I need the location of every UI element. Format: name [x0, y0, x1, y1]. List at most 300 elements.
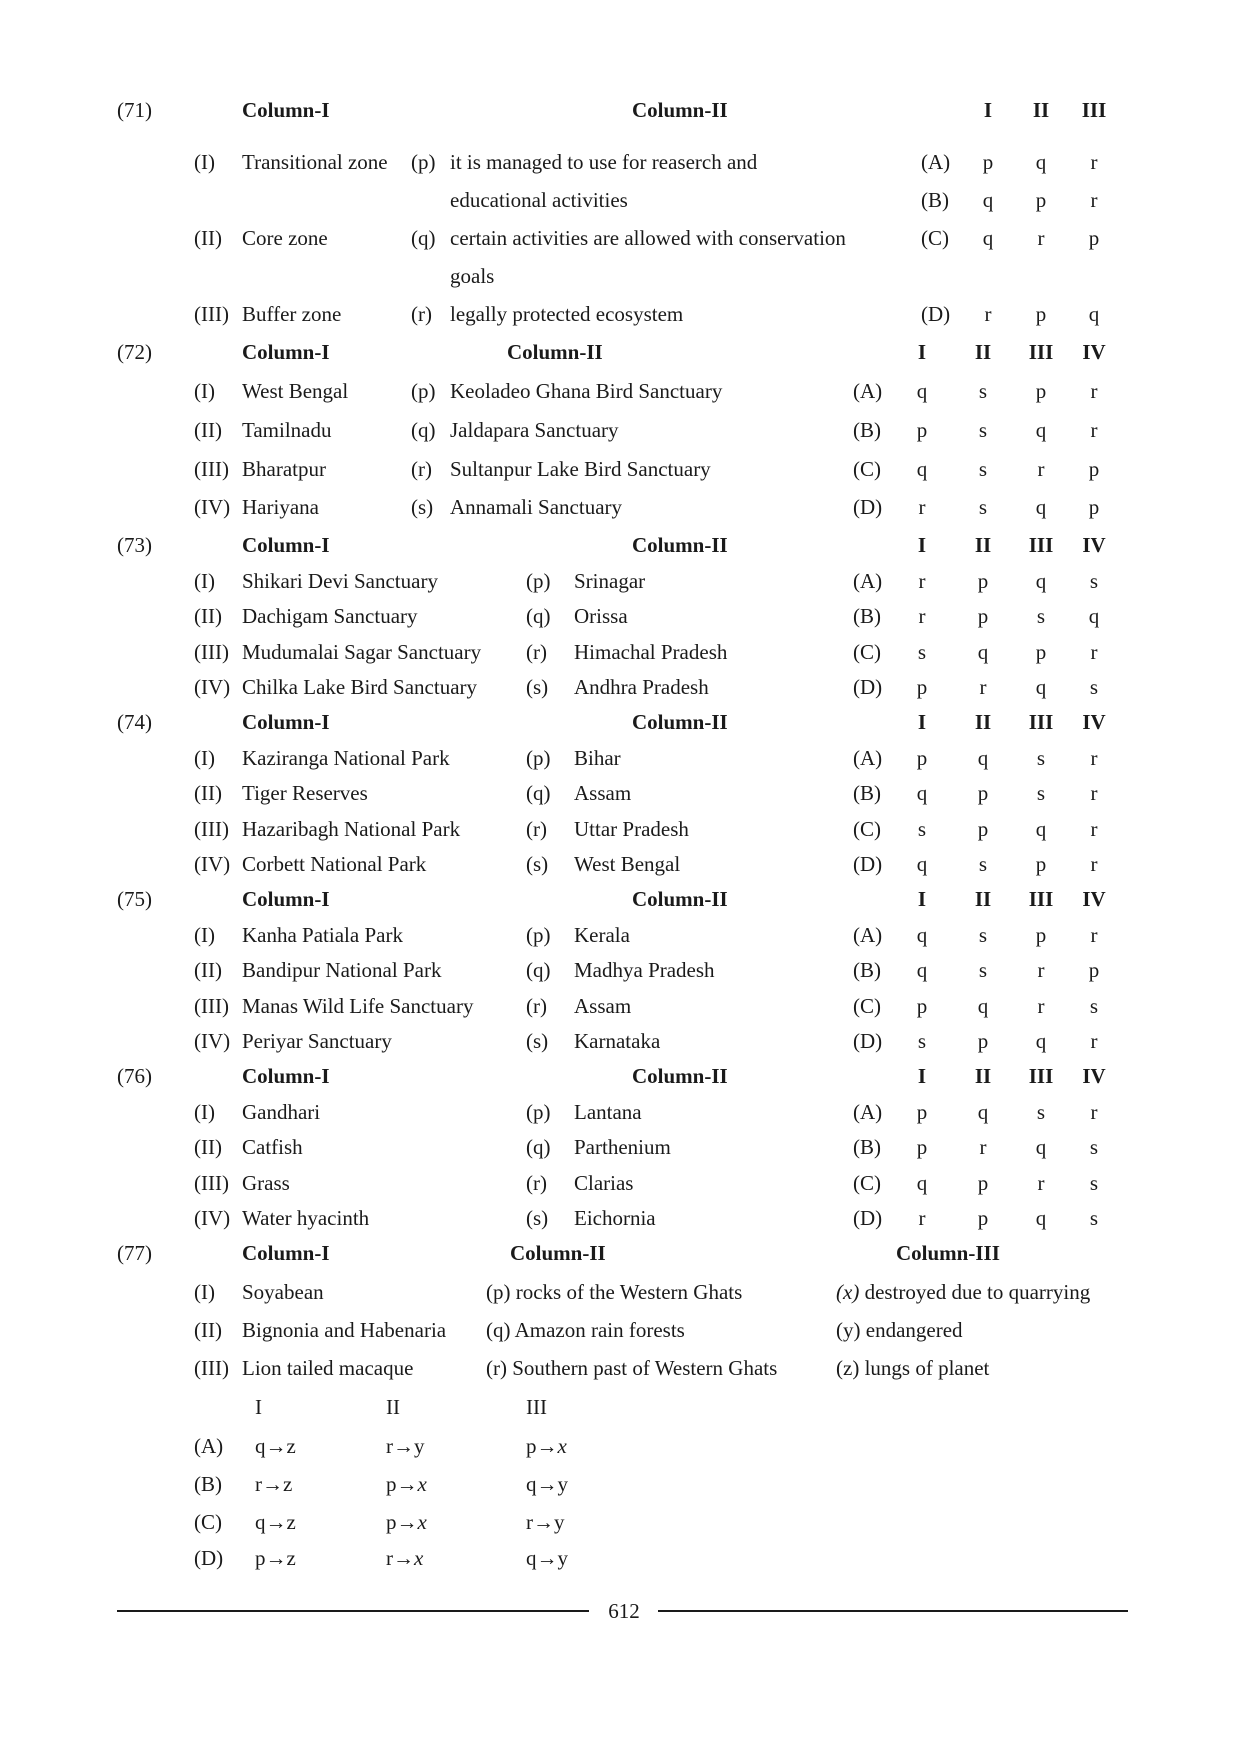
item-roman: (II): [194, 1318, 222, 1342]
item-text: Dachigam Sanctuary: [242, 604, 418, 628]
answer-header: I: [917, 710, 927, 734]
item-text: Tamilnadu: [242, 418, 332, 442]
answer-header: III: [1028, 887, 1054, 911]
match-from: p: [386, 1510, 397, 1534]
item-text: Hazaribagh National Park: [242, 817, 461, 841]
option-value: r: [1090, 379, 1098, 403]
item-roman: (II): [194, 226, 222, 250]
answer-header: I: [255, 1395, 262, 1419]
item-roman: (IV): [194, 1029, 231, 1053]
answer-header: I: [917, 533, 927, 557]
option-value: r: [1037, 1171, 1045, 1195]
match-to: y: [557, 1472, 568, 1496]
option-value: r: [1037, 226, 1045, 250]
item-roman: (I): [194, 569, 215, 593]
option-value: q: [1035, 817, 1047, 841]
item-desc: Kerala: [574, 923, 630, 947]
option-label: (B): [194, 1472, 222, 1496]
item-roman: (III): [194, 994, 229, 1018]
option-value: r: [1090, 640, 1098, 664]
option-value: r: [1090, 746, 1098, 770]
arrow-right-icon: →: [533, 1510, 554, 1534]
option-value: p: [916, 746, 928, 770]
item-key: (r): [526, 1171, 547, 1195]
option-value: r: [1090, 188, 1098, 212]
option-value: q: [916, 923, 928, 947]
option-value: p: [1035, 923, 1047, 947]
match-to: x: [414, 1546, 424, 1570]
match-to: y: [554, 1510, 565, 1534]
column-1-heading: Column-I: [242, 710, 330, 734]
item-col3-text: endangered: [865, 1318, 963, 1342]
match-to: z: [283, 1472, 293, 1496]
option-value: r: [918, 1206, 926, 1230]
question-number: (76): [117, 1064, 152, 1088]
option-value: p: [977, 1171, 989, 1195]
item-roman: (I): [194, 1100, 215, 1124]
item-key: (r): [411, 302, 432, 326]
item-desc: Sultanpur Lake Bird Sanctuary: [450, 457, 711, 481]
column-2-heading: Column-II: [632, 533, 728, 557]
footer-rule-left: [117, 1610, 589, 1612]
match-from: q: [526, 1472, 537, 1496]
item-roman: (IV): [194, 495, 231, 519]
option-value: q: [1088, 604, 1100, 628]
item-text: Bignonia and Habenaria: [242, 1318, 447, 1342]
arrow-right-icon: →: [536, 1434, 558, 1458]
option-value: r: [1090, 1100, 1098, 1124]
option-value: q: [916, 852, 928, 876]
option-value: s: [917, 640, 927, 664]
item-desc: Himachal Pradesh: [574, 640, 728, 664]
match-to: z: [286, 1510, 296, 1534]
answer-header: IV: [1082, 340, 1106, 364]
option-value: q: [916, 1171, 928, 1195]
item-key: (p): [526, 923, 551, 947]
option-match: [526, 1509, 565, 1535]
item-desc: Orissa: [574, 604, 628, 628]
answer-header: IV: [1082, 887, 1106, 911]
option-value: p: [1035, 379, 1047, 403]
item-col3: [836, 1355, 989, 1381]
item-text: Gandhari: [242, 1100, 321, 1124]
arrow-right-icon: →: [393, 1546, 414, 1570]
option-match: [255, 1545, 296, 1571]
option-value: q: [982, 226, 994, 250]
answer-header: IV: [1082, 710, 1106, 734]
item-text: Transitional zone: [242, 150, 388, 174]
item-text: Kanha Patiala Park: [242, 923, 403, 947]
option-value: p: [977, 569, 989, 593]
item-text: Shikari Devi Sanctuary: [242, 569, 438, 593]
item-text: Buffer zone: [242, 302, 342, 326]
option-value: r: [918, 495, 926, 519]
item-text: Bharatpur: [242, 457, 326, 481]
option-value: p: [1035, 302, 1047, 326]
option-label: (B): [853, 1135, 881, 1159]
match-to: z: [286, 1546, 296, 1570]
item-roman: (II): [194, 781, 222, 805]
option-value: r: [984, 302, 992, 326]
item-text: Water hyacinth: [242, 1206, 370, 1230]
item-roman: (II): [194, 604, 222, 628]
answer-header: IV: [1082, 1064, 1106, 1088]
match-from: p: [386, 1472, 397, 1496]
arrow-right-icon: →: [536, 1546, 558, 1570]
item-desc: (r) Southern past of Western Ghats: [486, 1356, 778, 1380]
item-desc: goals: [450, 264, 495, 288]
item-desc: Assam: [574, 994, 632, 1018]
answer-header: II: [974, 710, 992, 734]
item-col3-key: (z): [836, 1356, 860, 1380]
match-from: r: [526, 1510, 533, 1534]
column-2-heading: Column-II: [632, 98, 728, 122]
arrow-right-icon: →: [265, 1434, 287, 1458]
option-value: s: [1089, 675, 1099, 699]
option-value: p: [1088, 457, 1100, 481]
option-value: p: [982, 150, 994, 174]
option-value: q: [1035, 1206, 1047, 1230]
item-desc: Bihar: [574, 746, 621, 770]
item-text: Hariyana: [242, 495, 319, 519]
option-label: (D): [853, 852, 883, 876]
option-label: (C): [853, 817, 881, 841]
option-label: (A): [853, 379, 883, 403]
option-value: r: [918, 604, 926, 628]
match-from: q: [526, 1546, 537, 1570]
match-from: r: [255, 1472, 262, 1496]
item-text: Kaziranga National Park: [242, 746, 450, 770]
option-label: (A): [853, 569, 883, 593]
item-key: (r): [526, 817, 547, 841]
item-desc: educational activities: [450, 188, 628, 212]
option-label: (A): [853, 1100, 883, 1124]
item-desc: Jaldapara Sanctuary: [450, 418, 619, 442]
item-roman: (II): [194, 1135, 222, 1159]
column-2-heading: Column-II: [632, 1064, 728, 1088]
option-value: q: [977, 1100, 989, 1124]
item-text: Mudumalai Sagar Sanctuary: [242, 640, 482, 664]
item-text: Corbett National Park: [242, 852, 427, 876]
option-value: p: [1088, 495, 1100, 519]
option-value: p: [1035, 640, 1047, 664]
option-value: s: [917, 817, 927, 841]
option-value: q: [1035, 418, 1047, 442]
item-key: (r): [411, 457, 432, 481]
option-label: (B): [853, 781, 881, 805]
option-label: (B): [921, 188, 949, 212]
item-text: Manas Wild Life Sanctuary: [242, 994, 474, 1018]
item-desc: Lantana: [574, 1100, 642, 1124]
option-value: s: [1036, 781, 1046, 805]
option-value: q: [916, 457, 928, 481]
match-from: q: [255, 1434, 266, 1458]
option-value: p: [977, 781, 989, 805]
item-roman: (II): [194, 418, 222, 442]
option-value: r: [1037, 994, 1045, 1018]
option-value: r: [1090, 1029, 1098, 1053]
option-label: (B): [853, 958, 881, 982]
question-number: (74): [117, 710, 152, 734]
item-text: Lion tailed macaque: [242, 1356, 414, 1380]
option-match: [526, 1433, 567, 1459]
column-2-heading: Column-II: [510, 1241, 606, 1265]
column-1-heading: Column-I: [242, 340, 330, 364]
footer-rule-right: [658, 1610, 1128, 1612]
match-from: r: [386, 1546, 393, 1570]
item-roman: (II): [194, 958, 222, 982]
item-roman: (I): [194, 923, 215, 947]
option-value: p: [1035, 852, 1047, 876]
item-text: Bandipur National Park: [242, 958, 442, 982]
option-match: [386, 1509, 427, 1535]
answer-header: I: [917, 1064, 927, 1088]
answer-header: II: [974, 1064, 992, 1088]
item-key: (q): [526, 1135, 551, 1159]
option-value: q: [1035, 675, 1047, 699]
match-to: z: [286, 1434, 296, 1458]
option-value: s: [1036, 746, 1046, 770]
item-desc: Parthenium: [574, 1135, 671, 1159]
option-value: q: [977, 746, 989, 770]
item-desc: certain activities are allowed with conservation: [450, 226, 846, 250]
item-key: (p): [411, 150, 436, 174]
match-from: q: [255, 1510, 266, 1534]
option-label: (C): [921, 226, 949, 250]
option-value: r: [1090, 852, 1098, 876]
option-value: s: [1036, 1100, 1046, 1124]
option-value: q: [982, 188, 994, 212]
answer-header: II: [974, 340, 992, 364]
item-key: (p): [526, 1100, 551, 1124]
option-value: p: [977, 1029, 989, 1053]
option-value: r: [1090, 150, 1098, 174]
item-text: Periyar Sanctuary: [242, 1029, 392, 1053]
option-value: s: [978, 495, 988, 519]
option-label: (D): [853, 495, 883, 519]
option-value: p: [1088, 958, 1100, 982]
option-value: q: [1035, 569, 1047, 593]
option-label: (C): [853, 994, 881, 1018]
option-value: r: [979, 1135, 987, 1159]
option-value: q: [916, 958, 928, 982]
option-value: s: [978, 958, 988, 982]
column-1-heading: Column-I: [242, 1064, 330, 1088]
match-from: r: [386, 1434, 393, 1458]
item-key: (q): [411, 418, 436, 442]
answer-header: II: [974, 533, 992, 557]
item-col3-text: lungs of planet: [864, 1356, 990, 1380]
option-value: s: [1089, 1135, 1099, 1159]
arrow-right-icon: →: [393, 1434, 414, 1458]
option-label: (A): [194, 1434, 224, 1458]
item-key: (s): [526, 1029, 549, 1053]
option-match: [526, 1545, 568, 1571]
item-desc: West Bengal: [574, 852, 681, 876]
arrow-right-icon: →: [262, 1472, 283, 1496]
item-key: (s): [411, 495, 434, 519]
option-value: s: [978, 418, 988, 442]
question-number: (77): [117, 1241, 152, 1265]
option-label: (C): [194, 1510, 222, 1534]
item-roman: (IV): [194, 1206, 231, 1230]
item-col3: [836, 1317, 963, 1343]
item-col3-text: destroyed due to quarrying: [864, 1280, 1091, 1304]
item-text: Soyabean: [242, 1280, 324, 1304]
option-value: r: [979, 675, 987, 699]
item-roman: (III): [194, 640, 229, 664]
option-value: p: [1035, 188, 1047, 212]
option-value: q: [977, 640, 989, 664]
column-1-heading: Column-I: [242, 1241, 330, 1265]
arrow-right-icon: →: [265, 1510, 287, 1534]
answer-header: II: [386, 1395, 400, 1419]
option-label: (C): [853, 1171, 881, 1195]
answer-header: I: [917, 340, 927, 364]
item-desc: Eichornia: [574, 1206, 656, 1230]
question-number: (71): [117, 98, 152, 122]
item-desc: (p) rocks of the Western Ghats: [486, 1280, 743, 1304]
option-value: q: [1035, 1029, 1047, 1053]
item-desc: (q) Amazon rain forests: [486, 1318, 685, 1342]
option-value: s: [978, 379, 988, 403]
option-value: q: [1035, 1135, 1047, 1159]
option-value: s: [917, 1029, 927, 1053]
answer-header: II: [1032, 98, 1050, 122]
column-2-heading: Column-II: [632, 710, 728, 734]
item-desc: Karnataka: [574, 1029, 661, 1053]
option-label: (B): [853, 604, 881, 628]
match-to: x: [417, 1510, 427, 1534]
option-label: (A): [921, 150, 951, 174]
option-value: p: [916, 418, 928, 442]
item-col3: [836, 1279, 1090, 1305]
item-roman: (III): [194, 302, 229, 326]
item-key: (r): [526, 640, 547, 664]
option-value: p: [916, 1100, 928, 1124]
item-roman: (I): [194, 1280, 215, 1304]
column-2-heading: Column-II: [507, 340, 603, 364]
option-value: p: [1088, 226, 1100, 250]
option-label: (C): [853, 640, 881, 664]
option-value: s: [1089, 1206, 1099, 1230]
question-number: (72): [117, 340, 152, 364]
item-key: (q): [411, 226, 436, 250]
answer-header: III: [1028, 1064, 1054, 1088]
item-key: (q): [526, 781, 551, 805]
item-desc: it is managed to use for reaserch and: [450, 150, 758, 174]
column-1-heading: Column-I: [242, 887, 330, 911]
option-label: (A): [853, 746, 883, 770]
item-roman: (III): [194, 1171, 229, 1195]
item-roman: (IV): [194, 852, 231, 876]
question-number: (75): [117, 887, 152, 911]
item-key: (p): [411, 379, 436, 403]
item-text: Core zone: [242, 226, 328, 250]
option-label: (D): [853, 1029, 883, 1053]
option-value: r: [1090, 817, 1098, 841]
option-value: q: [1035, 150, 1047, 174]
item-key: (q): [526, 604, 551, 628]
item-roman: (IV): [194, 675, 231, 699]
option-match: [386, 1471, 427, 1497]
option-value: s: [978, 457, 988, 481]
option-value: r: [1090, 781, 1098, 805]
option-value: s: [978, 923, 988, 947]
item-roman: (III): [194, 817, 229, 841]
answer-header: I: [917, 887, 927, 911]
option-value: s: [1089, 994, 1099, 1018]
answer-header: III: [1028, 710, 1054, 734]
match-from: p: [255, 1546, 266, 1570]
item-roman: (I): [194, 150, 215, 174]
arrow-right-icon: →: [396, 1510, 418, 1534]
item-key: (s): [526, 852, 549, 876]
option-value: q: [916, 781, 928, 805]
match-to: y: [557, 1546, 568, 1570]
match-to: y: [414, 1434, 425, 1458]
column-3-heading: Column-III: [896, 1241, 1000, 1265]
answer-header: III: [1028, 340, 1054, 364]
option-match: [526, 1471, 568, 1497]
item-desc: legally protected ecosystem: [450, 302, 684, 326]
item-roman: (III): [194, 1356, 229, 1380]
option-value: p: [977, 1206, 989, 1230]
item-roman: (III): [194, 457, 229, 481]
option-label: (B): [853, 418, 881, 442]
option-value: p: [916, 1135, 928, 1159]
option-match: [255, 1433, 296, 1459]
match-from: p: [526, 1434, 537, 1458]
option-label: (C): [853, 457, 881, 481]
answer-header: IV: [1082, 533, 1106, 557]
option-match: [386, 1545, 423, 1571]
item-desc: Srinagar: [574, 569, 646, 593]
option-value: q: [1088, 302, 1100, 326]
option-value: s: [1036, 604, 1046, 628]
option-match: [255, 1471, 292, 1497]
option-value: s: [1089, 569, 1099, 593]
page-number: 612: [608, 1599, 640, 1623]
option-value: q: [1035, 495, 1047, 519]
option-value: p: [977, 604, 989, 628]
option-label: (D): [194, 1546, 224, 1570]
item-text: Chilka Lake Bird Sanctuary: [242, 675, 478, 699]
option-value: s: [1089, 1171, 1099, 1195]
item-text: Tiger Reserves: [242, 781, 368, 805]
column-1-heading: Column-I: [242, 533, 330, 557]
option-match: [386, 1433, 425, 1459]
item-desc: Assam: [574, 781, 632, 805]
option-value: r: [1090, 923, 1098, 947]
item-key: (r): [526, 994, 547, 1018]
item-text: Catfish: [242, 1135, 303, 1159]
item-key: (p): [526, 746, 551, 770]
item-key: (s): [526, 675, 549, 699]
option-label: (D): [853, 1206, 883, 1230]
item-key: (p): [526, 569, 551, 593]
option-value: q: [977, 994, 989, 1018]
item-key: (q): [526, 958, 551, 982]
answer-header: III: [1081, 98, 1107, 122]
match-to: x: [417, 1472, 427, 1496]
option-value: p: [916, 994, 928, 1018]
answer-header: III: [526, 1395, 547, 1419]
option-label: (D): [921, 302, 951, 326]
answer-header: II: [974, 887, 992, 911]
item-desc: Keoladeo Ghana Bird Sanctuary: [450, 379, 723, 403]
option-match: [255, 1509, 296, 1535]
